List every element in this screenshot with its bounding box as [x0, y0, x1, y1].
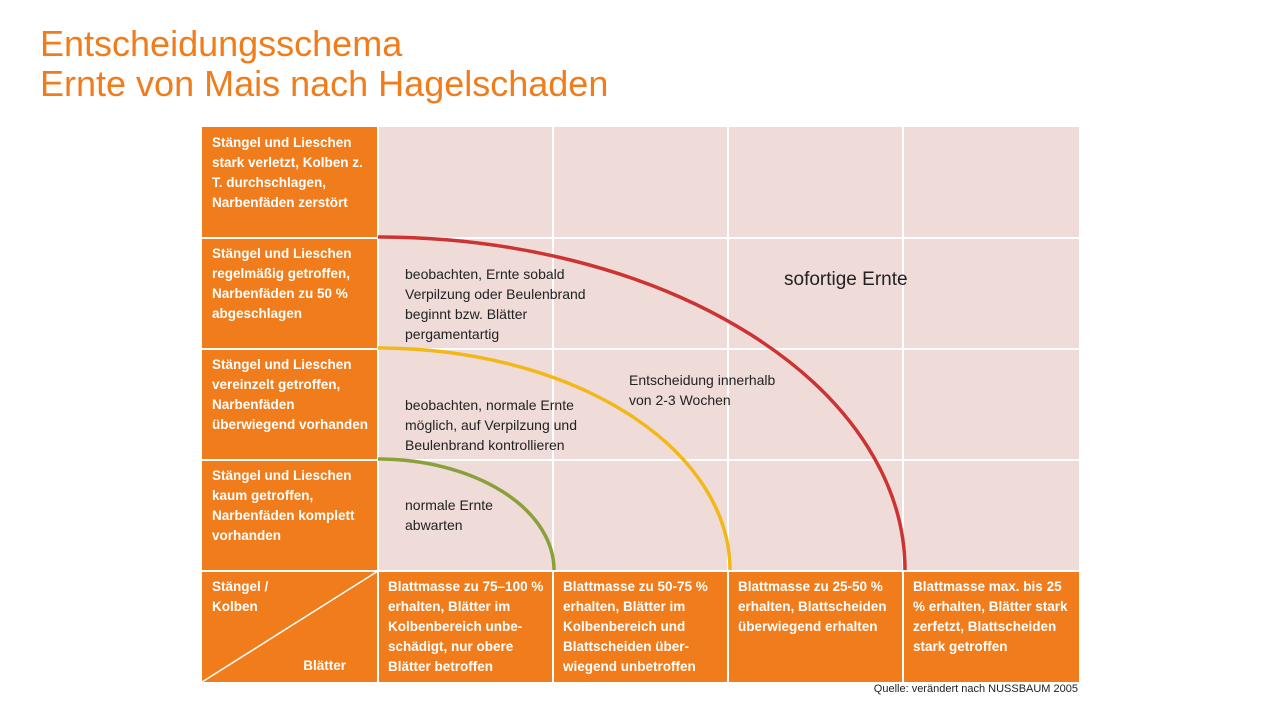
zone-sofortige-ernte: sofortige Ernte — [784, 269, 908, 290]
column-header-2-text: Blattmasse zu 50-75 % erhalten, Blätter im Kolbenbereich und Blattscheiden über-wiegend unbetroffen — [563, 579, 708, 674]
row-header-4-text: Stängel und Lieschen kaum getroffen, Narbenfäden komplett vorhanden — [212, 468, 355, 543]
row-header-2-text: Stängel und Lieschen regelmäßig getroffen, Narbenfäden zu 50 % abgeschlagen — [212, 246, 352, 321]
row-header-1-text: Stängel und Lieschen stark verletzt, Kolben z. T. durchschlagen, Narbenfäden zerstört — [212, 135, 363, 210]
zone-entscheidung: Entscheidung innerhalb von 2-3 Wochen — [629, 372, 776, 408]
column-header-1-text: Blattmasse zu 75–100 % erhalten, Blätter im Kolbenbereich unbe-schädigt, nur obere Blätter betroffen — [388, 579, 544, 674]
corner-top-label: Stängel / Kolben — [212, 579, 269, 614]
zone-normale-ernte: normale Ernte abwarten — [405, 497, 493, 533]
corner-bottom-label: Blätter — [303, 658, 346, 673]
zone-beobachten-sobald: beobachten, Ernte sobald Verpilzung oder Beulenbrand beginnt bzw. Blätter pergamentartig — [405, 266, 586, 342]
title-line-2: Ernte von Mais nach Hagelschaden — [40, 63, 609, 104]
column-header-4-text: Blattmasse max. bis 25 % erhalten, Blätter stark zerfetzt, Blattscheiden stark getroffen — [913, 579, 1068, 654]
source-note: Quelle: verändert nach NUSSBAUM 2005 — [873, 683, 1078, 695]
slide-title — [40, 24, 608, 104]
decision-matrix — [202, 127, 1079, 682]
column-header-3-text: Blattmasse zu 25-50 % erhalten, Blattscheiden überwiegend erhalten — [738, 579, 887, 634]
row-header-3-text: Stängel und Lieschen vereinzelt getroffen, Narbenfäden überwiegend vorhanden — [212, 357, 369, 432]
zone-beobachten-normal: beobachten, normale Ernte möglich, auf Verpilzung und Beulenbrand kontrollieren — [405, 397, 577, 453]
title-line-1: Entscheidungsschema — [40, 23, 403, 64]
